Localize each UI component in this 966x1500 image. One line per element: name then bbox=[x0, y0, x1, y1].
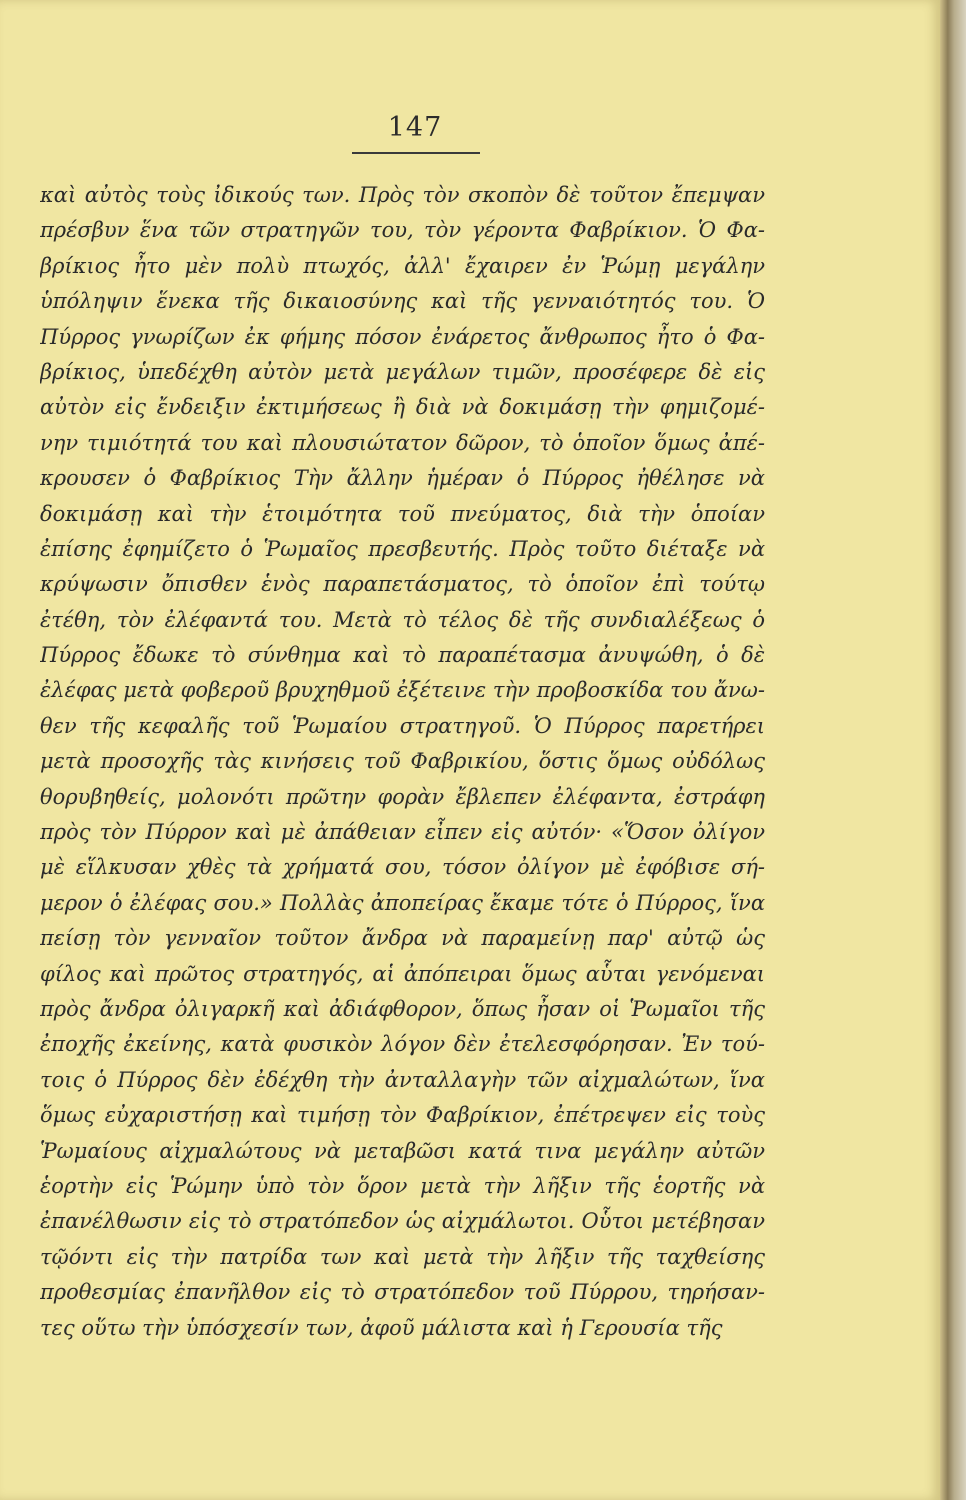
text-line: Πύρρος γνωρίζων ἐκ φήμης πόσον ἐνάρετος ἄνθρωπος ἦτο ὁ Φα- bbox=[40, 324, 765, 349]
text-line: τοις ὁ Πύρρος δὲν ἐδέχθη τὴν ἀνταλλαγὴν τῶν αἰχμαλώτων, ἵνα bbox=[40, 1067, 765, 1092]
text-line: ἑορτὴν εἰς Ῥώμην ὑπὸ τὸν ὅρον μετὰ τὴν λῆξιν τῆς ἑορτῆς νὰ bbox=[40, 1173, 765, 1198]
text-line: κρουσεν ὁ Φαβρίκιος Τὴν ἄλλην ἡμέραν ὁ Πύρρος ἠθέλησε νὰ bbox=[40, 466, 765, 491]
text-line: ὅμως εὐχαριστήσῃ καὶ τιμήσῃ τὸν Φαβρίκιον, ἐπέτρεψεν εἰς τοὺς bbox=[40, 1103, 765, 1128]
text-line: ἐτέθη, τὸν ἐλέφαντά του. Μετὰ τὸ τέλος δὲ τῆς συνδιαλέξεως ὁ bbox=[40, 607, 765, 632]
body-text bbox=[40, 178, 765, 1346]
text-line: ἐπίσης ἐφημίζετο ὁ Ῥωμαῖος πρεσβευτής. Πρὸς τοῦτο διέταξε νὰ bbox=[40, 536, 765, 561]
text-line: αὐτὸν εἰς ἔνδειξιν ἐκτιμήσεως ἢ διὰ νὰ δοκιμάσῃ τὴν φημιζομέ- bbox=[40, 395, 765, 420]
text-line: βρίκιος, ὑπεδέχθη αὐτὸν μετὰ μεγάλων τιμῶν, προσέφερε δὲ εἰς bbox=[40, 359, 765, 384]
text-line: φίλος καὶ πρῶτος στρατηγός, αἱ ἀπόπειραι ὅμως αὗται γενόμεναι bbox=[40, 961, 765, 986]
text-line: πρέσβυν ἕνα τῶν στρατηγῶν του, τὸν γέροντα Φαβρίκιον. Ὁ Φα- bbox=[40, 218, 765, 243]
text-line: ἐποχῆς ἐκείνης, κατὰ φυσικὸν λόγον δὲν ἐτελεσφόρησαν. Ἐν τού- bbox=[40, 1032, 765, 1057]
page-edge bbox=[940, 0, 966, 1500]
text-line: ὑπόληψιν ἕνεκα τῆς δικαιοσύνης καὶ τῆς γενναιότητός του. Ὁ bbox=[40, 289, 765, 314]
text-line: τῷόντι εἰς τὴν πατρίδα των καὶ μετὰ τὴν λῆξιν τῆς ταχθείσης bbox=[40, 1244, 765, 1269]
page-number: 147 bbox=[387, 112, 443, 143]
text-line: πείσῃ τὸν γενναῖον τοῦτον ἄνδρα νὰ παραμείνῃ παρ' αὐτῷ ὡς bbox=[40, 926, 765, 951]
text-line: δοκιμάσῃ καὶ τὴν ἑτοιμότητα τοῦ πνεύματος, διὰ τὴν ὁποίαν bbox=[40, 501, 765, 526]
text-line: μετὰ προσοχῆς τὰς κινήσεις τοῦ Φαβρικίου, ὅστις ὅμως οὐδόλως bbox=[40, 749, 765, 774]
text-line: βρίκιος ἦτο μὲν πολὺ πτωχός, ἀλλ' ἔχαιρεν ἐν Ῥώμῃ μεγάλην bbox=[40, 253, 765, 278]
text-line: μὲ εἵλκυσαν χθὲς τὰ χρήματά σου, τόσον ὀλίγον μὲ ἐφόβισε σή- bbox=[40, 855, 765, 880]
text-line: μερον ὁ ἐλέφας σου.» Πολλὰς ἀποπείρας ἔκαμε τότε ὁ Πύρρος, ἵνα bbox=[40, 890, 765, 915]
text-line: πρὸς ἄνδρα ὀλιγαρκῆ καὶ ἀδιάφθορον, ὅπως ἦσαν οἱ Ῥωμαῖοι τῆς bbox=[40, 996, 765, 1021]
text-line: ἐλέφας μετὰ φοβεροῦ βρυχηθμοῦ ἐξέτεινε τὴν προβοσκίδα του ἄνω- bbox=[40, 678, 765, 703]
text-line: θορυβηθείς, μολονότι πρῶτην φορὰν ἔβλεπεν ἐλέφαντα, ἐστράφη bbox=[40, 784, 765, 809]
text-line: Ῥωμαίους αἰχμαλώτους νὰ μεταβῶσι κατά τινα μεγάλην αὐτῶν bbox=[40, 1138, 765, 1163]
text-line: κρύψωσιν ὄπισθεν ἑνὸς παραπετάσματος, τὸ ὁποῖον ἐπὶ τούτῳ bbox=[40, 572, 765, 597]
text-line: προθεσμίας ἐπανῆλθον εἰς τὸ στρατόπεδον τοῦ Πύρρου, τηρήσαν- bbox=[40, 1280, 765, 1305]
header-rule bbox=[352, 152, 480, 154]
text-line: ἐπανέλθωσιν εἰς τὸ στρατόπεδον ὡς αἰχμάλωτοι. Οὗτοι μετέβησαν bbox=[40, 1209, 765, 1234]
text-line: τες οὕτω τὴν ὑπόσχεσίν των, ἀφοῦ μάλιστα καὶ ἡ Γερουσία τῆς bbox=[40, 1315, 723, 1340]
text-line: νην τιμιότητά του καὶ πλουσιώτατον δῶρον, τὸ ὁποῖον ὅμως ἀπέ- bbox=[40, 430, 765, 455]
text-line: θεν τῆς κεφαλῆς τοῦ Ῥωμαίου στρατηγοῦ. Ὁ Πύρρος παρετήρει bbox=[40, 713, 765, 738]
text-line: πρὸς τὸν Πύρρον καὶ μὲ ἀπάθειαν εἶπεν εἰς αὐτόν· «Ὅσον ὀλίγον bbox=[40, 820, 765, 845]
text-line: Πύρρος ἔδωκε τὸ σύνθημα καὶ τὸ παραπέτασμα ἀνυψώθη, ὁ δὲ bbox=[40, 643, 765, 668]
text-line: καὶ αὐτὸς τοὺς ἰδικούς των. Πρὸς τὸν σκοπὸν δὲ τοῦτον ἔπεμψαν bbox=[40, 183, 765, 207]
